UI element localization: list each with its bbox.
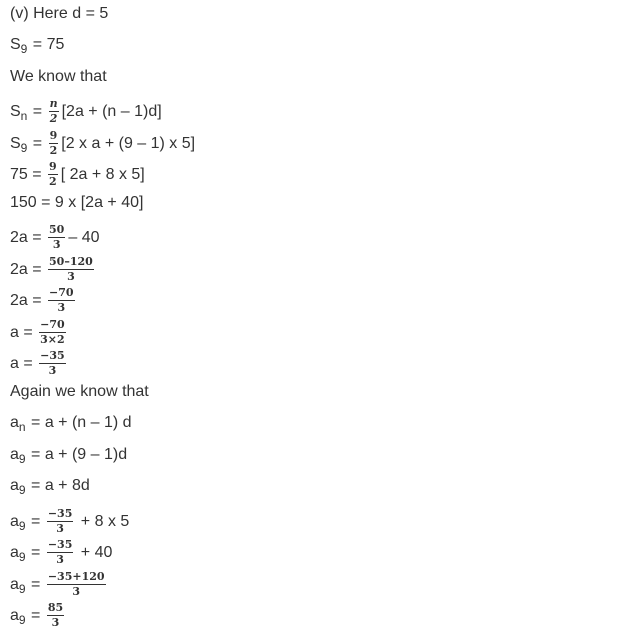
fraction-denominator: 3 [67, 270, 75, 283]
equation-text: S [10, 36, 21, 53]
fraction-numerator: 85 [47, 601, 64, 614]
fraction-numerator: −70 [49, 286, 74, 299]
equation-text: = 75 [28, 36, 65, 53]
fraction-numerator: 9 [49, 160, 57, 173]
fraction [48, 161, 58, 188]
equation-text: 2a = [10, 291, 47, 309]
subscript: 9 [18, 581, 26, 596]
equation-text: + 40 [76, 543, 113, 561]
fraction-numerator: −35 [40, 349, 65, 362]
equation-text: a [10, 414, 19, 431]
subscript: n [20, 108, 28, 123]
equation-line [10, 98, 162, 125]
equation-line [10, 67, 107, 87]
equation-text: + 8 x 5 [76, 512, 130, 530]
fraction-denominator: 3 [56, 522, 64, 535]
equation-line [10, 4, 108, 24]
equation-line [10, 287, 78, 314]
equation-text: Again we know that [10, 383, 149, 400]
fraction [39, 350, 66, 377]
fraction [49, 98, 59, 125]
equation-text: S [10, 102, 21, 120]
fraction-denominator: 3 [51, 616, 60, 629]
equation-line [10, 256, 97, 283]
equation-line [10, 571, 109, 598]
fraction-denominator: 3 [56, 553, 64, 566]
equation-text: [2a + (n – 1)d] [61, 102, 162, 120]
equation-text: a [10, 446, 19, 463]
fraction-denominator: 3 [52, 238, 61, 251]
fraction [47, 539, 74, 566]
subscript: 9 [18, 612, 26, 627]
equation-text: – 40 [68, 228, 100, 246]
equation-text: = a + (n – 1) d [26, 414, 132, 431]
equation-line [10, 35, 64, 55]
equation-line [10, 130, 195, 157]
equation-text: [ 2a + 8 x 5] [60, 165, 145, 183]
fraction-numerator: −35 [47, 538, 73, 551]
equation-line [10, 319, 69, 346]
equation-line [10, 413, 132, 433]
fraction-numerator: 9 [49, 129, 58, 142]
subscript: 9 [18, 452, 26, 467]
fraction-numerator: −70 [40, 318, 65, 331]
equation-text: = [26, 575, 45, 593]
subscript: 9 [18, 518, 26, 533]
equation-text: S [10, 134, 21, 152]
fraction-denominator: 2 [49, 175, 57, 188]
equation-text: a = [10, 354, 38, 372]
equation-line [10, 476, 90, 496]
fraction [48, 224, 65, 251]
fraction-denominator: 2 [49, 144, 58, 157]
equation-text: a [10, 477, 19, 494]
subscript: 9 [20, 42, 28, 57]
fraction-denominator: 3 [57, 301, 66, 314]
equation-text: 2a = [10, 260, 47, 278]
equation-text: We know that [10, 68, 107, 85]
equation-line [10, 602, 67, 629]
equation-text: a [10, 543, 19, 561]
equation-line [10, 508, 129, 535]
equation-text: = [28, 102, 47, 120]
equation-text: = a + (9 – 1)d [26, 446, 128, 463]
fraction [39, 319, 66, 346]
equation-line [10, 161, 145, 188]
equation-text: [2 x a + (9 – 1) x 5] [61, 134, 196, 152]
equation-text: a [10, 575, 19, 593]
equation-text: = [26, 543, 45, 561]
equation-line [10, 382, 149, 402]
fraction-numerator: 50–120 [49, 255, 93, 268]
equation-text: 150 = 9 x [2a + 40] [10, 194, 144, 211]
fraction-denominator: 3 [72, 585, 80, 598]
equation-text: = [26, 606, 45, 624]
equation-text: a [10, 606, 19, 624]
fraction-denominator: 3 [48, 364, 57, 377]
fraction-numerator: −35 [47, 507, 73, 520]
equation-text: a [10, 512, 19, 530]
equation-text: = [26, 512, 45, 530]
fraction-numerator: −35+120 [47, 570, 105, 583]
equation-text: = a + 8d [26, 477, 90, 494]
fraction-numerator: n [49, 97, 58, 110]
fraction-numerator: 50 [49, 223, 65, 236]
fraction [47, 571, 106, 598]
fraction [47, 508, 74, 535]
equation-line [10, 350, 69, 377]
fraction [48, 256, 94, 283]
fraction-denominator: 3×2 [40, 333, 65, 346]
equation-text: (v) Here d = 5 [10, 5, 109, 22]
fraction [48, 287, 75, 314]
fraction [49, 130, 59, 157]
subscript: n [18, 420, 26, 435]
equation-text: 75 = [10, 165, 47, 183]
fraction [47, 602, 64, 629]
equation-text: 2a = [10, 228, 47, 246]
equation-line [10, 193, 143, 213]
equation-line [10, 224, 99, 251]
subscript: 9 [18, 549, 26, 564]
equation-text: a = [10, 323, 38, 341]
subscript: 9 [20, 140, 28, 155]
subscript: 9 [18, 483, 26, 498]
equation-line [10, 539, 112, 566]
equation-text: = [28, 134, 47, 152]
equation-line [10, 445, 127, 465]
fraction-denominator: 2 [49, 112, 58, 125]
